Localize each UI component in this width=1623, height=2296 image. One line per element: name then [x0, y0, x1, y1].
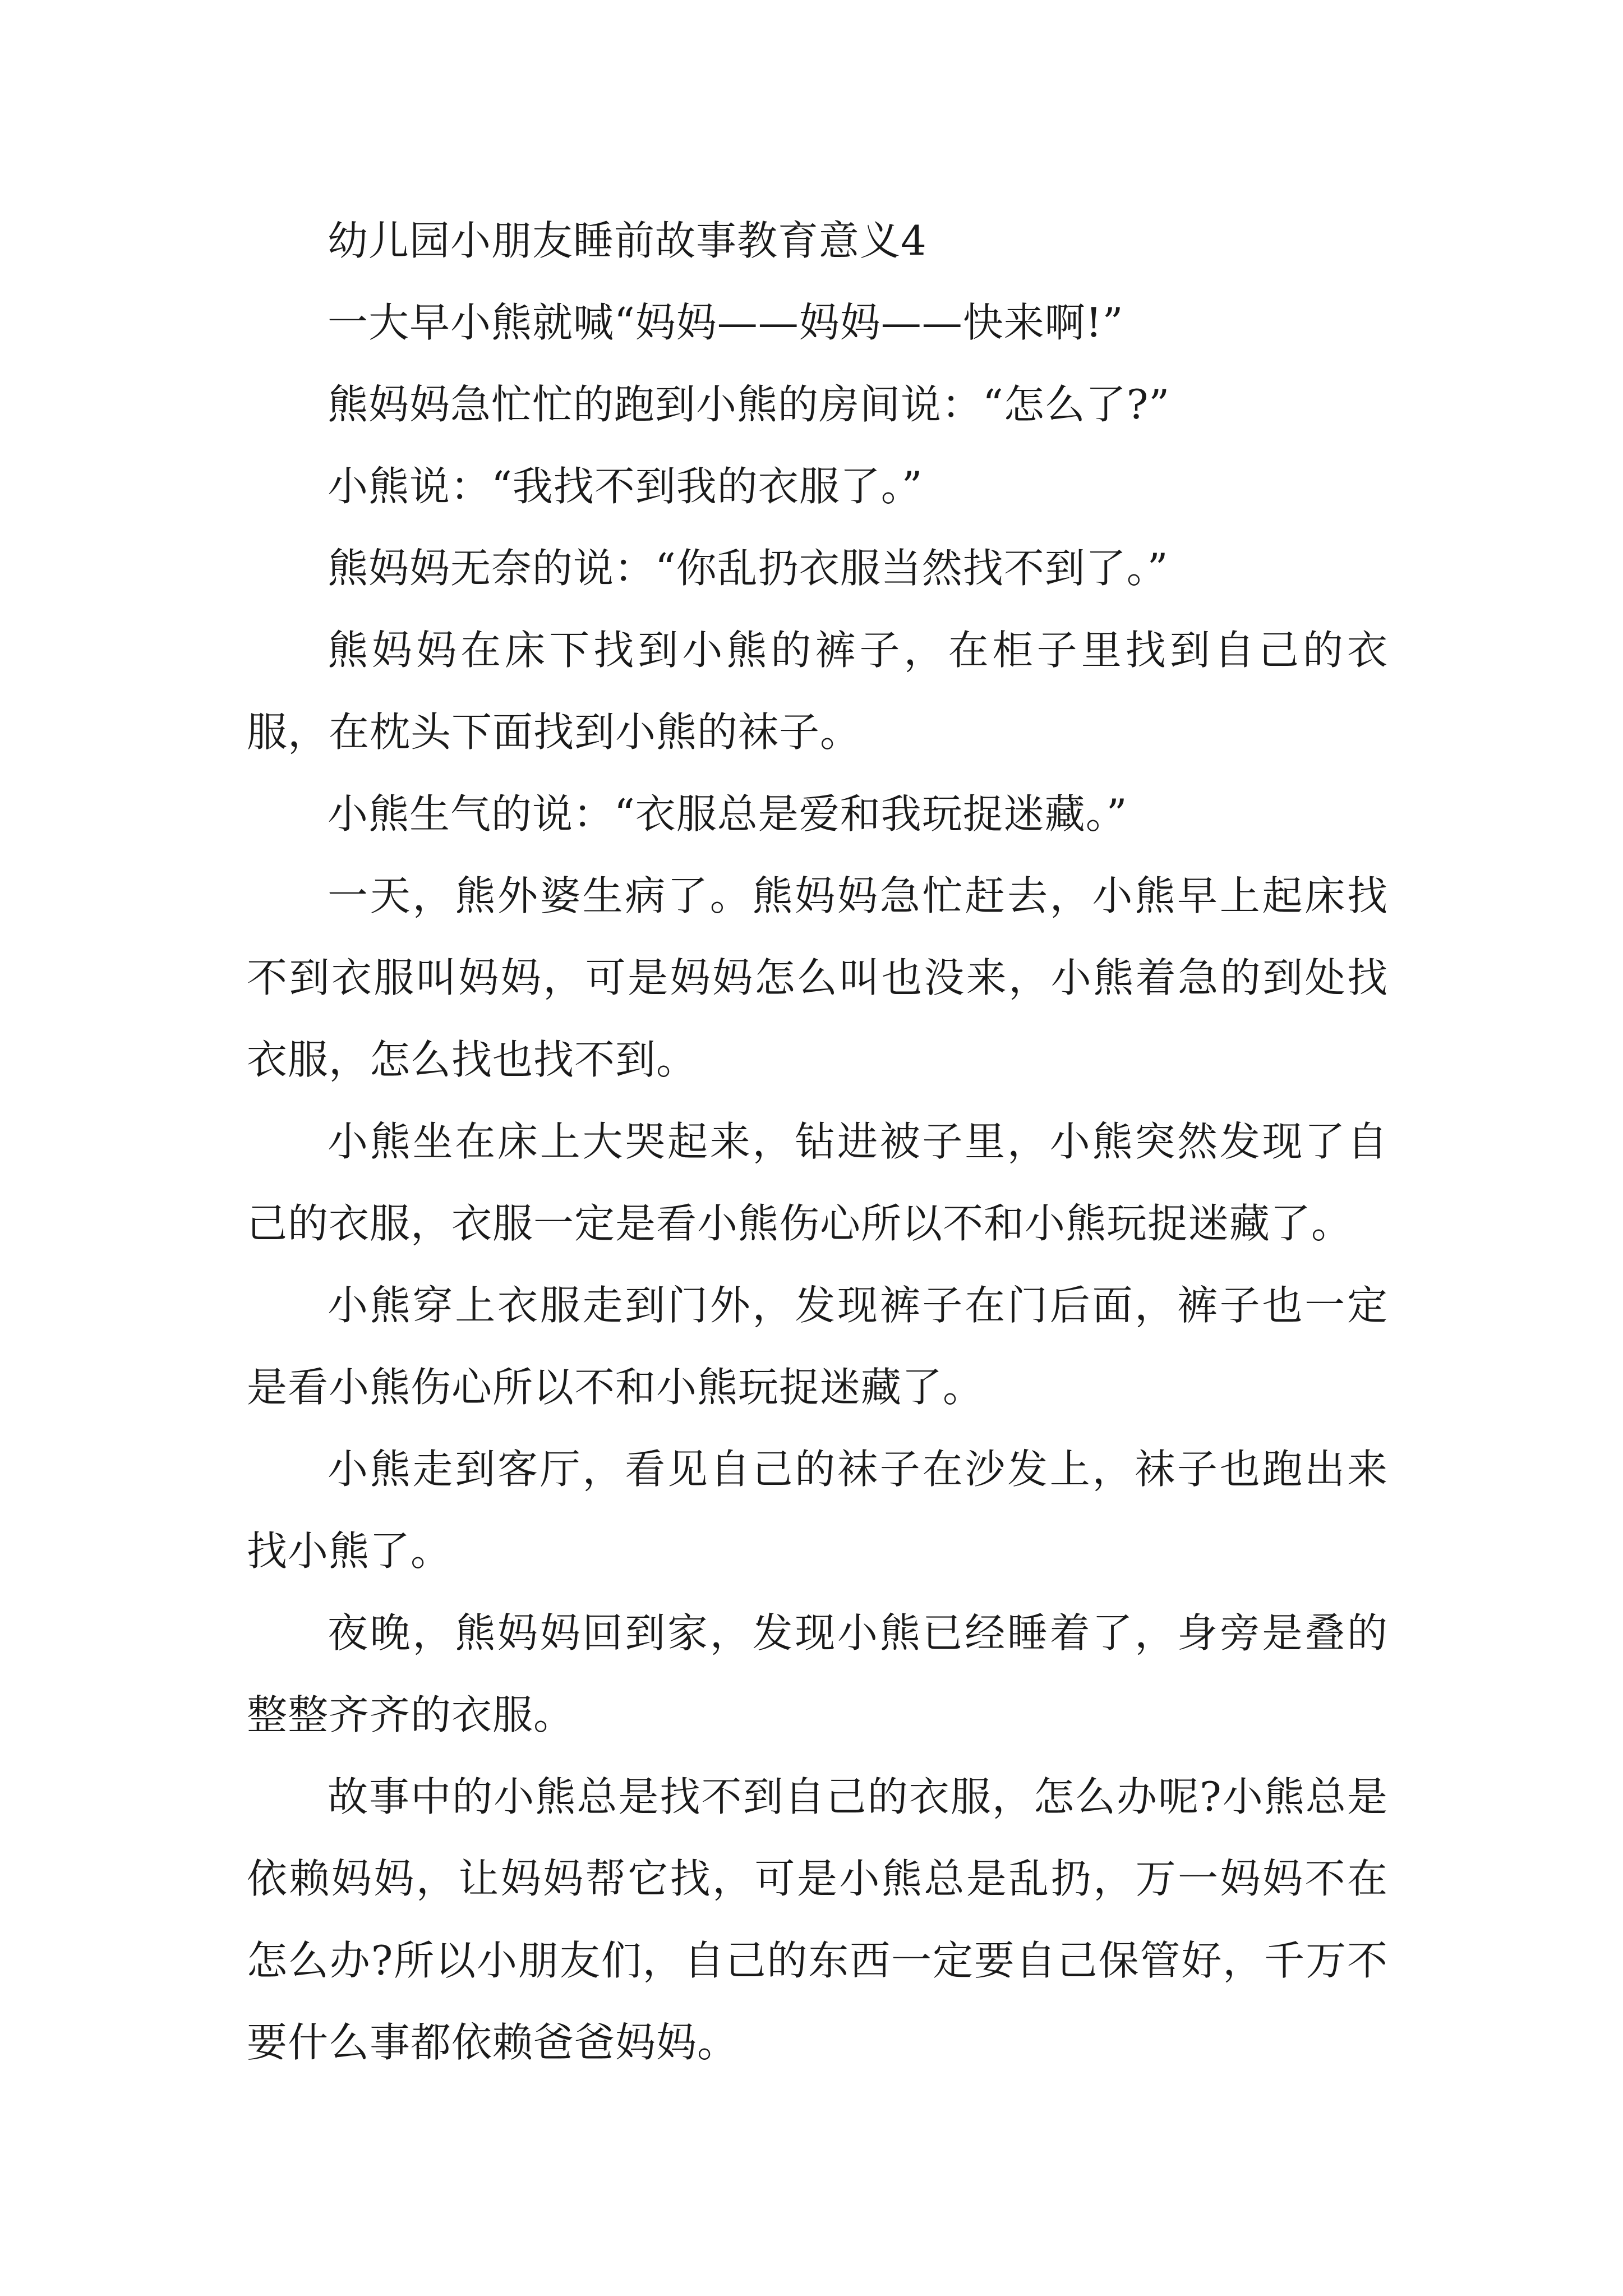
paragraph: 熊妈妈在床下找到小熊的裤子，在柜子里找到自己的衣服，在枕头下面找到小熊的袜子。 — [247, 627, 1388, 756]
paragraph: 熊妈妈急忙忙的跑到小熊的房间说：“怎么了?” — [328, 381, 1170, 428]
paragraph: 熊妈妈无奈的说：“你乱扔衣服当然找不到了。” — [328, 545, 1169, 592]
paragraph: 小熊说：“我找不到我的衣服了。” — [328, 463, 923, 510]
document-body — [247, 200, 1388, 2083]
paragraph: 小熊坐在床上大哭起来，钻进被子里，小熊突然发现了自己的衣服，衣服一定是看小熊伤心所以不和小熊玩捉迷藏了。 — [247, 1118, 1388, 1247]
paragraph: 一大早小熊就喊“妈妈——妈妈——快来啊!” — [328, 299, 1124, 346]
document-title: 幼儿园小朋友睡前故事教育意义4 — [328, 217, 927, 264]
paragraph: 小熊生气的说：“衣服总是爱和我玩捉迷藏。” — [328, 790, 1128, 838]
paragraph: 一天，熊外婆生病了。熊妈妈急忙赶去，小熊早上起床找不到衣服叫妈妈，可是妈妈怎么叫也没来，小熊着急的到处找衣服，怎么找也找不到。 — [247, 872, 1388, 1083]
paragraph: 故事中的小熊总是找不到自己的衣服，怎么办呢?小熊总是依赖妈妈，让妈妈帮它找，可是小熊总是乱扔，万一妈妈不在怎么办?所以小朋友们，自己的东西一定要自己保管好，千万不要什么事都依赖爸爸妈妈。 — [247, 1773, 1388, 2066]
paragraph: 小熊走到客厅，看见自己的袜子在沙发上，袜子也跑出来找小熊了。 — [247, 1446, 1388, 1575]
paragraph: 夜晚，熊妈妈回到家，发现小熊已经睡着了，身旁是叠的整整齐齐的衣服。 — [247, 1609, 1388, 1738]
paragraph: 小熊穿上衣服走到门外，发现裤子在门后面，裤子也一定是看小熊伤心所以不和小熊玩捉迷藏了。 — [247, 1282, 1388, 1411]
